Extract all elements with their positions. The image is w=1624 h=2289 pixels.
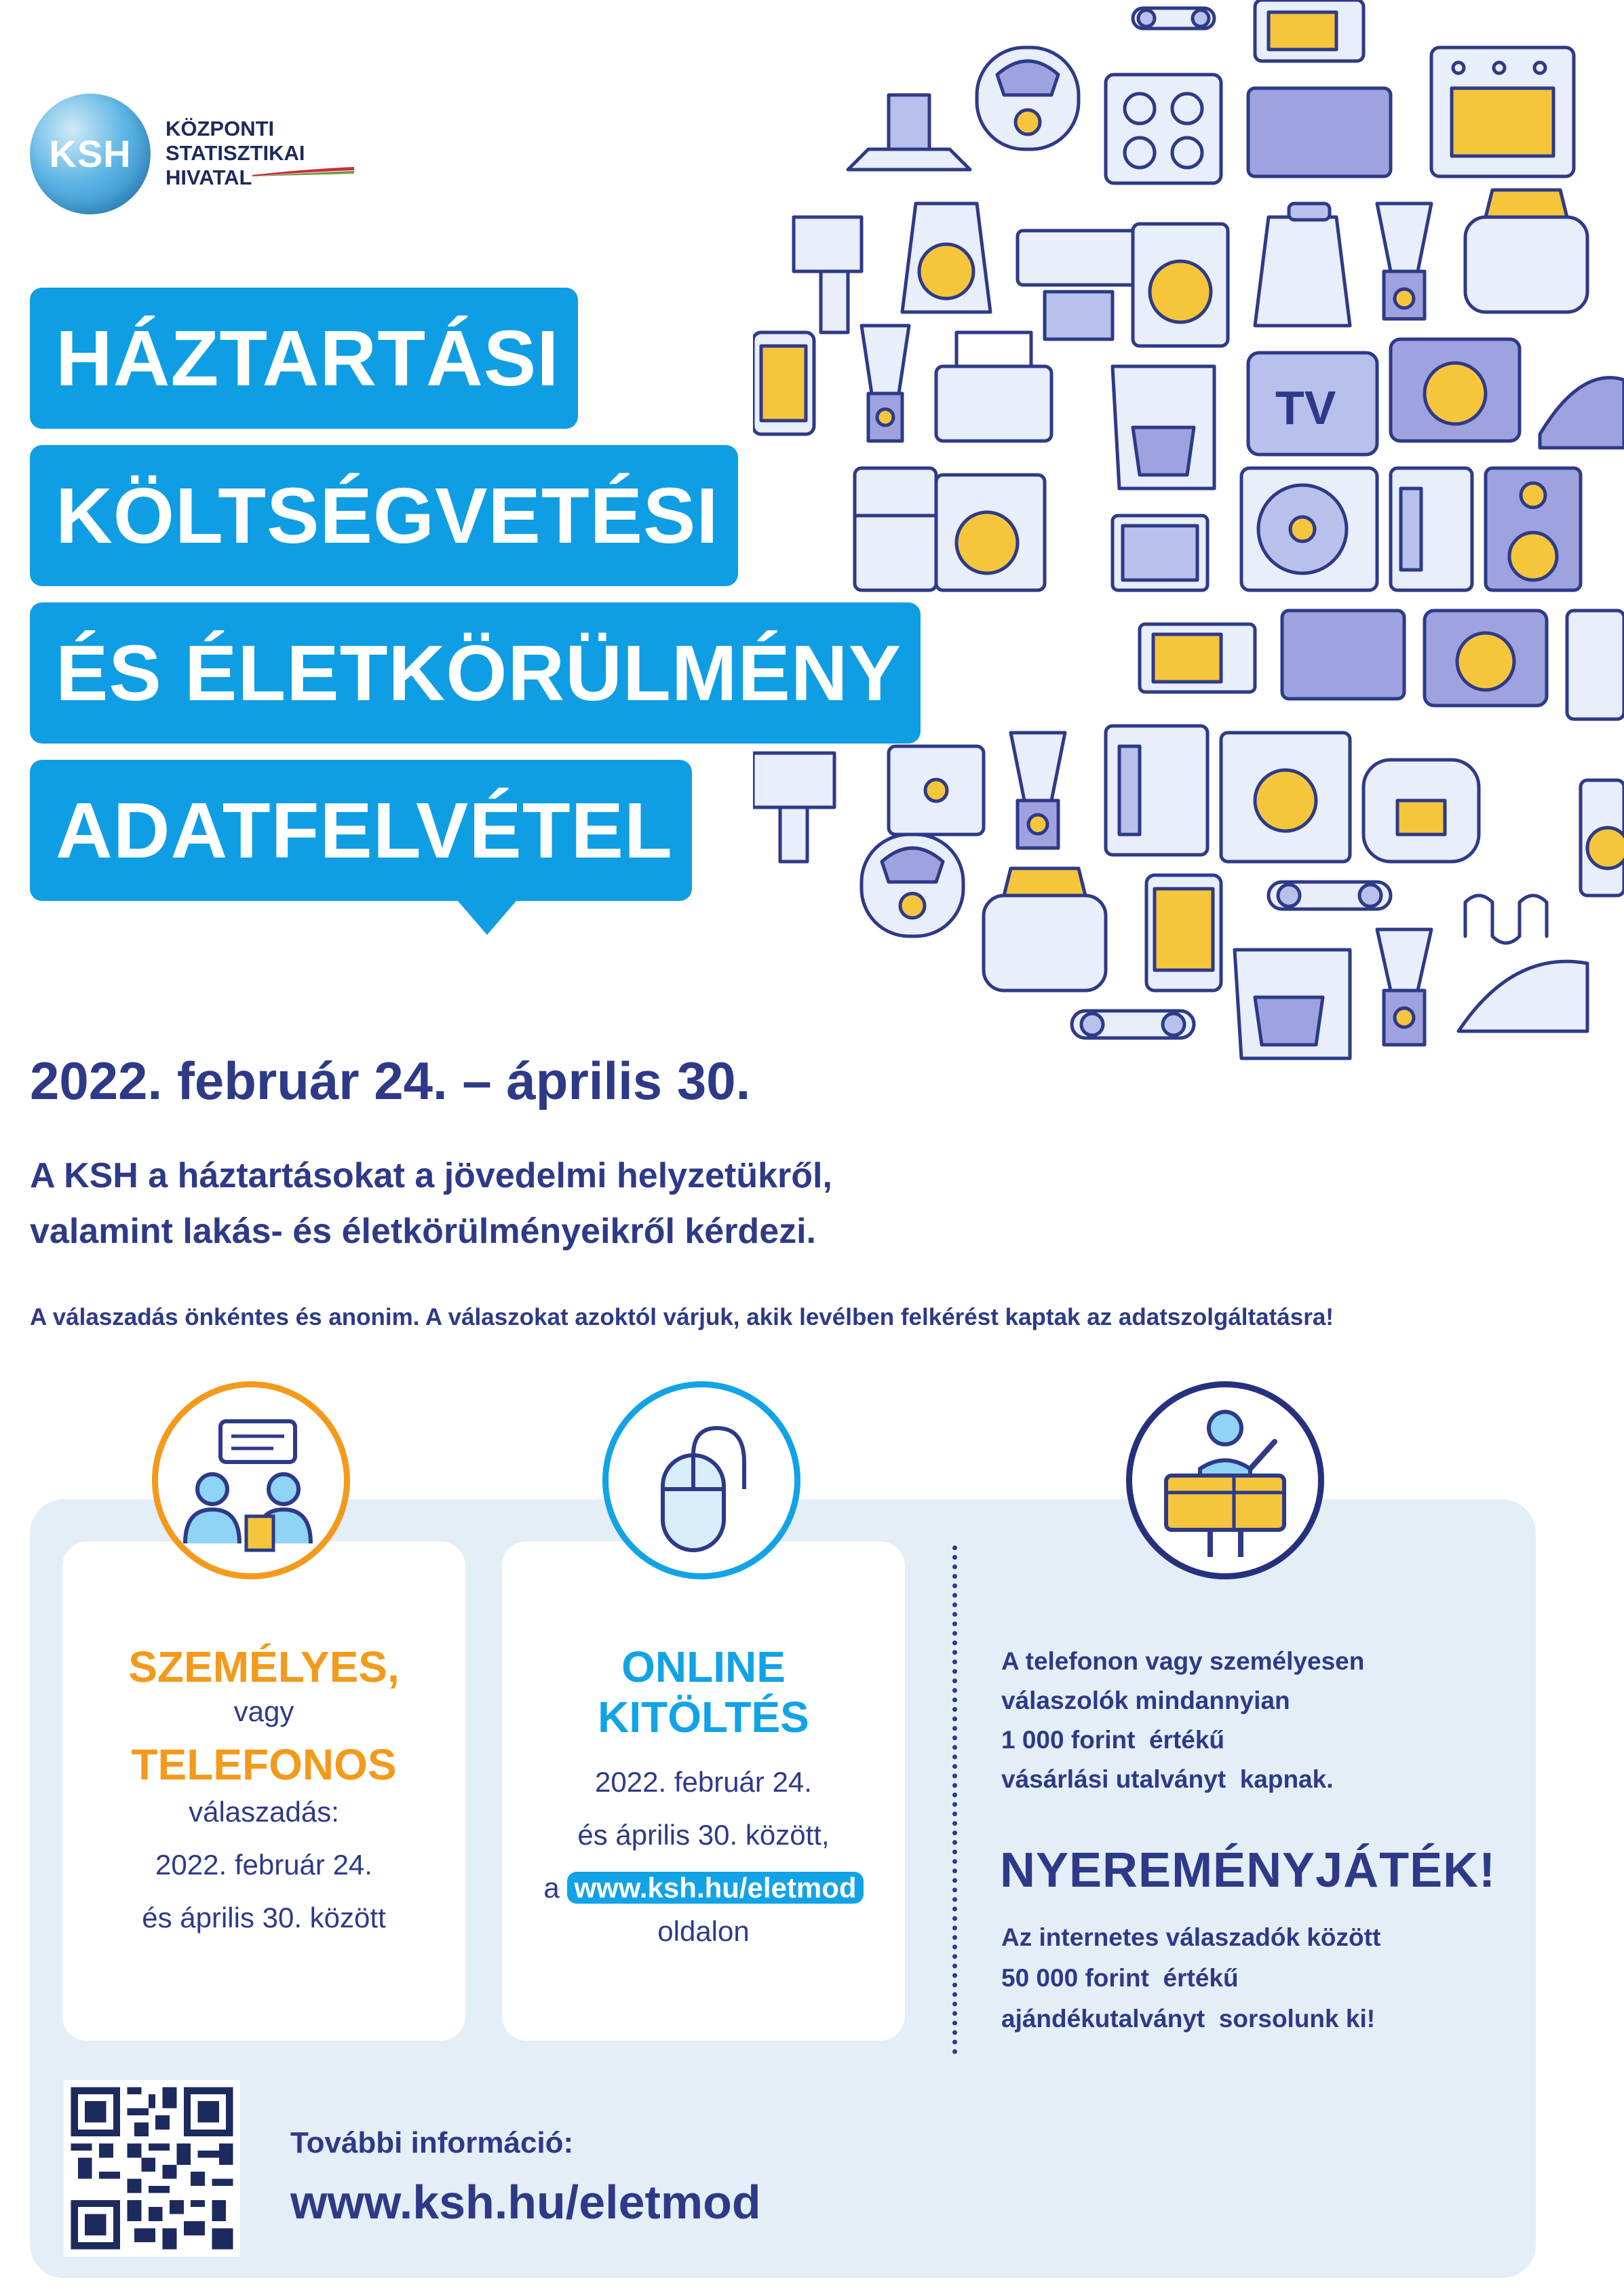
voucher-text [1001, 1642, 1503, 1799]
lottery-heading: NYEREMÉNYJÁTÉK! [1000, 1843, 1496, 1898]
voucher-amount-suffix: értékű [1148, 1726, 1225, 1754]
lottery-amount-suffix: értékű [1163, 1964, 1239, 1992]
phone-icon [1391, 468, 1472, 590]
computer-mouse-icon [602, 1381, 800, 1579]
title-line-3: ÉS ÉLETKÖRÜLMÉNY [30, 602, 921, 744]
scale-icon-2 [862, 834, 963, 936]
monitor-icon [1248, 88, 1391, 176]
speaker-icon [1486, 468, 1581, 590]
personal-connector: vagy [233, 1695, 294, 1727]
title-line-4: ADATFELVÉTEL [30, 760, 692, 901]
washing-machine-icon [1133, 224, 1228, 346]
survey-date-range: 2022. február 24. – április 30. [30, 1051, 751, 1111]
voluntary-note: A válaszadás önkéntes és anonim. A válaszokat azoktól várjuk, akik levélben felkérést kaptak az adatszolgáltatásra! [30, 1304, 1334, 1330]
hungarian-flag-swoosh-icon [252, 167, 354, 176]
stand-mixer-icon-2 [1235, 950, 1350, 1058]
logo-line-3: HIVATAL [166, 166, 252, 189]
smartphone-icon [1146, 875, 1221, 990]
online-heading-1: ONLINE [621, 1642, 786, 1691]
title-line-2: KÖLTSÉGVETÉSI [30, 445, 738, 586]
interview-icon [152, 1381, 350, 1579]
iron-icon [1458, 961, 1587, 1031]
voucher-line-2: válaszolók mindannyian [1001, 1687, 1290, 1714]
lottery-amount: 50 000 forint [1001, 1964, 1149, 1992]
tv-icon [1248, 353, 1377, 455]
dotted-divider [952, 1545, 957, 2054]
ksh-logo-abbr: KSH [49, 132, 132, 175]
voucher-amount: 1 000 forint [1001, 1726, 1136, 1754]
rice-cooker-icon [1364, 760, 1479, 862]
lottery-item: ajándékutalványt [1001, 2005, 1205, 2033]
blender-icon-top [1377, 204, 1431, 319]
more-info-label: További információ: [290, 2126, 574, 2159]
phone-heading: TELEFONOS [131, 1740, 397, 1789]
kitchen-scale-icon [902, 204, 990, 312]
title-line-1: HÁZTARTÁSI [30, 288, 578, 429]
hoverboard-icon [1133, 8, 1214, 28]
personal-date-1: 2022. február 24. [155, 1849, 372, 1881]
online-url-link[interactable]: www.ksh.hu/eletmod [567, 1872, 863, 1904]
camera-icon-2 [1425, 611, 1547, 706]
fridge-icon-2 [1567, 611, 1624, 719]
personal-heading: SZEMÉLYES, [128, 1642, 400, 1691]
washing-machine-icon-2 [1581, 780, 1624, 896]
blender-icon-2 [1011, 733, 1065, 848]
toaster-icon-top [1465, 190, 1587, 312]
stand-mixer-icon [1113, 366, 1214, 488]
coffee-maker-icon-2 [1221, 733, 1350, 862]
scale-icon [977, 47, 1079, 149]
heater-icon [1465, 896, 1547, 943]
kettle-icon [1255, 204, 1350, 326]
hair-dryer-icon [794, 217, 862, 332]
lottery-amount-line [1001, 1958, 1503, 1999]
ksh-logo [30, 87, 369, 223]
meat-grinder-icon [889, 746, 984, 834]
fax-icon [1106, 726, 1207, 855]
online-url-line [502, 1868, 905, 1908]
microwave-icon-top [1255, 0, 1364, 61]
voucher-item: vásárlási utalványt [1001, 1765, 1226, 1793]
blender-icon [862, 326, 909, 441]
logo-line-2: STATISZTIKAI [166, 141, 305, 165]
intro-line-2: valamint lakás- és életkörülményeikről kérdezi. [30, 1212, 817, 1251]
camera-icon [1391, 339, 1520, 441]
coffee-maker-icon [936, 475, 1045, 590]
laptop-icon [1113, 516, 1207, 590]
microwave-icon [1140, 624, 1255, 692]
online-heading-2: KITÖLTÉS [598, 1693, 809, 1742]
toaster-icon [984, 868, 1106, 990]
voucher-line-1: A telefonon vagy személyesen [1001, 1647, 1365, 1675]
hoverboard-icon-3 [1072, 1011, 1194, 1038]
lottery-item-suffix: sorsolunk ki! [1218, 2005, 1376, 2033]
tablet-icon [753, 332, 814, 434]
intro-line-1: A KSH a háztartásokat a jövedelmi helyzetükről, [30, 1156, 832, 1195]
intro-text [30, 1148, 832, 1259]
deep-fryer-icon [936, 332, 1051, 441]
online-card [502, 1541, 905, 2041]
lottery-line-1: Az internetes válaszadók között [1001, 1923, 1381, 1951]
online-date-2: és április 30. között, [577, 1819, 830, 1851]
hoverboard-icon-2 [1269, 882, 1391, 909]
tv-label: TV [1275, 381, 1336, 434]
online-url-prefix: a [543, 1872, 560, 1904]
more-info-url[interactable]: www.ksh.hu/eletmod [290, 2176, 761, 2229]
voucher-item-line [1001, 1760, 1503, 1799]
ksh-logo-text [166, 117, 305, 190]
voucher-item-suffix: kapnak. [1239, 1765, 1334, 1793]
qr-code[interactable] [64, 2080, 240, 2256]
juicer-icon [1377, 929, 1431, 1045]
personal-phone-card [62, 1541, 465, 2041]
online-date-1: 2022. február 24. [595, 1766, 812, 1798]
oven-icon [1431, 47, 1574, 176]
fridge-icon [855, 468, 936, 590]
gift-voucher-icon [1126, 1381, 1324, 1579]
voucher-amount-line [1001, 1720, 1503, 1760]
logo-line-1: KÖZPONTI [166, 117, 275, 140]
personal-date-2: és április 30. között [142, 1902, 386, 1934]
speech-bubble-tail [453, 896, 521, 935]
iron-icon-top [1540, 378, 1624, 448]
qr-code-icon [64, 2080, 240, 2256]
monitor-icon-2 [1282, 611, 1404, 699]
range-hood-icon [848, 95, 970, 170]
air-conditioner-icon [1018, 231, 1140, 339]
household-appliances-collage [753, 0, 1624, 1079]
hair-dryer-icon-2 [753, 753, 834, 862]
lottery-text [1001, 1917, 1503, 2039]
personal-sub: válaszadás: [189, 1796, 339, 1828]
lottery-item-line [1001, 1999, 1503, 2039]
turntable-icon [1241, 468, 1377, 590]
cooktop-icon [1106, 75, 1221, 183]
online-url-suffix: oldalon [657, 1915, 750, 1947]
ksh-logo-mark [30, 94, 151, 214]
